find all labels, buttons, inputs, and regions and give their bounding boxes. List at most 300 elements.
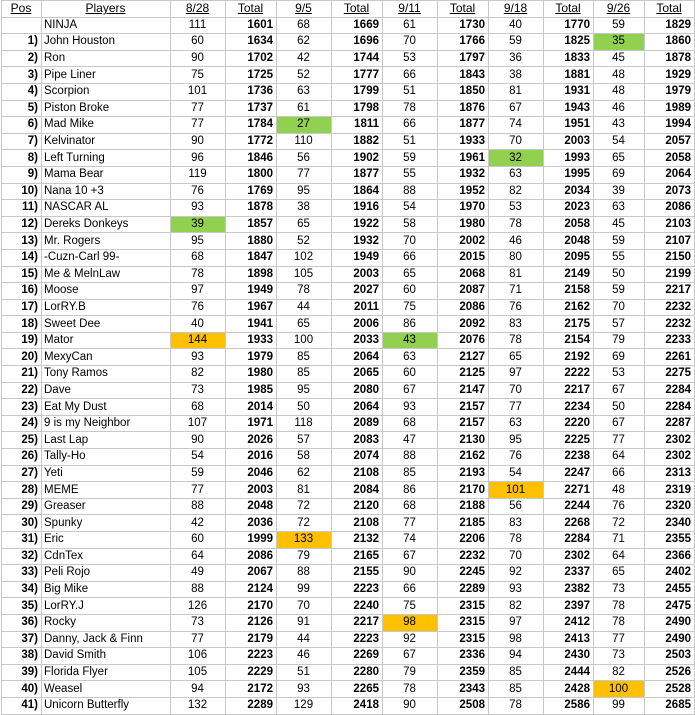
player-name-cell: Moose: [42, 283, 171, 300]
running-total-cell: 1985: [226, 382, 277, 399]
running-total-cell: 2225: [544, 432, 594, 449]
table-row: [2, 382, 695, 399]
weekly-score-cell: 91: [277, 614, 332, 631]
table-row: [2, 266, 695, 283]
running-total-cell: 2685: [645, 697, 695, 714]
player-name-cell: Kelvinator: [42, 133, 171, 150]
header-pos: Pos: [2, 1, 42, 18]
weekly-score-cell: 75: [171, 67, 226, 84]
weekly-score-cell: 47: [383, 432, 438, 449]
weekly-score-cell: 35: [594, 34, 645, 51]
position-cell: 26): [2, 449, 42, 466]
running-total-cell: 1943: [544, 100, 594, 117]
running-total-cell: 2158: [544, 283, 594, 300]
running-total-cell: 1941: [226, 316, 277, 333]
weekly-score-cell: 72: [277, 498, 332, 515]
weekly-score-cell: 74: [489, 117, 544, 134]
player-name-cell: Spunky: [42, 515, 171, 532]
weekly-score-cell: 76: [594, 498, 645, 515]
position-cell: 6): [2, 117, 42, 134]
weekly-score-cell: 63: [594, 200, 645, 217]
running-total-cell: 2076: [438, 332, 489, 349]
running-total-cell: 2244: [544, 498, 594, 515]
weekly-score-cell: 57: [594, 316, 645, 333]
running-total-cell: 2023: [544, 200, 594, 217]
running-total-cell: 1766: [438, 34, 489, 51]
position-cell: 8): [2, 150, 42, 167]
weekly-score-cell: 59: [594, 233, 645, 250]
weekly-score-cell: 45: [594, 216, 645, 233]
weekly-score-cell: 62: [277, 34, 332, 51]
running-total-cell: 2087: [438, 283, 489, 300]
running-total-cell: 1799: [332, 83, 383, 100]
running-total-cell: 1999: [226, 532, 277, 549]
position-cell: 28): [2, 482, 42, 499]
running-total-cell: 2397: [544, 598, 594, 615]
position-cell: 39): [2, 664, 42, 681]
running-total-cell: 1770: [544, 17, 594, 34]
weekly-score-cell: 79: [277, 548, 332, 565]
running-total-cell: 1878: [645, 50, 695, 67]
running-total-cell: 2238: [544, 449, 594, 466]
weekly-score-cell: 50: [594, 399, 645, 416]
running-total-cell: 2065: [332, 366, 383, 383]
player-name-cell: CdnTex: [42, 548, 171, 565]
weekly-score-cell: 88: [171, 581, 226, 598]
position-cell: 40): [2, 681, 42, 698]
running-total-cell: 1850: [438, 83, 489, 100]
running-total-cell: 2126: [226, 614, 277, 631]
player-name-cell: Me & MelnLaw: [42, 266, 171, 283]
weekly-score-cell: 100: [594, 681, 645, 698]
running-total-cell: 2033: [332, 332, 383, 349]
running-total-cell: 2234: [544, 399, 594, 416]
running-total-cell: 1601: [226, 17, 277, 34]
weekly-score-cell: 78: [489, 216, 544, 233]
running-total-cell: 2064: [645, 166, 695, 183]
running-total-cell: 1994: [645, 117, 695, 134]
weekly-score-cell: 43: [383, 332, 438, 349]
weekly-score-cell: 45: [594, 50, 645, 67]
table-row: [2, 233, 695, 250]
position-cell: 30): [2, 515, 42, 532]
running-total-cell: 1877: [438, 117, 489, 134]
weekly-score-cell: 100: [277, 332, 332, 349]
running-total-cell: 1922: [332, 216, 383, 233]
position-cell: 3): [2, 67, 42, 84]
position-cell: 34): [2, 581, 42, 598]
position-cell: 38): [2, 648, 42, 665]
weekly-score-cell: 68: [171, 399, 226, 416]
weekly-score-cell: 36: [489, 50, 544, 67]
running-total-cell: 2245: [438, 565, 489, 582]
position-cell: 12): [2, 216, 42, 233]
weekly-score-cell: 65: [594, 565, 645, 582]
running-total-cell: 1933: [226, 332, 277, 349]
table-row: [2, 366, 695, 383]
position-cell: 14): [2, 249, 42, 266]
running-total-cell: 2240: [332, 598, 383, 615]
running-total-cell: 2074: [332, 449, 383, 466]
player-name-cell: Mama Bear: [42, 166, 171, 183]
position-cell: 20): [2, 349, 42, 366]
running-total-cell: 2083: [332, 432, 383, 449]
weekly-score-cell: 59: [594, 283, 645, 300]
running-total-cell: 1829: [645, 17, 695, 34]
running-total-cell: 2337: [544, 565, 594, 582]
weekly-score-cell: 61: [383, 17, 438, 34]
running-total-cell: 2217: [332, 614, 383, 631]
running-total-cell: 2188: [438, 498, 489, 515]
weekly-score-cell: 65: [594, 150, 645, 167]
running-total-cell: 1847: [226, 249, 277, 266]
running-total-cell: 2006: [332, 316, 383, 333]
weekly-score-cell: 83: [489, 515, 544, 532]
weekly-score-cell: 79: [383, 664, 438, 681]
position-cell: 33): [2, 565, 42, 582]
running-total-cell: 1702: [226, 50, 277, 67]
weekly-score-cell: 97: [171, 283, 226, 300]
running-total-cell: 1916: [332, 200, 383, 217]
running-total-cell: 1949: [332, 249, 383, 266]
position-cell: 29): [2, 498, 42, 515]
running-total-cell: 2430: [544, 648, 594, 665]
running-total-cell: 2058: [645, 150, 695, 167]
running-total-cell: 2284: [544, 532, 594, 549]
player-name-cell: MEME: [42, 482, 171, 499]
running-total-cell: 2232: [645, 299, 695, 316]
player-name-cell: LorRY.J: [42, 598, 171, 615]
table-row: [2, 166, 695, 183]
running-total-cell: 1898: [226, 266, 277, 283]
weekly-score-cell: 39: [594, 183, 645, 200]
running-total-cell: 2107: [645, 233, 695, 250]
running-total-cell: 1634: [226, 34, 277, 51]
table-row: [2, 117, 695, 134]
weekly-score-cell: 74: [383, 532, 438, 549]
running-total-cell: 2302: [645, 432, 695, 449]
position-cell: 7): [2, 133, 42, 150]
position-cell: 19): [2, 332, 42, 349]
weekly-score-cell: 40: [489, 17, 544, 34]
position-cell: 41): [2, 697, 42, 714]
table-row: [2, 399, 695, 416]
running-total-cell: 1876: [438, 100, 489, 117]
weekly-score-cell: 133: [277, 532, 332, 549]
running-total-cell: 2261: [645, 349, 695, 366]
running-total-cell: 2086: [438, 299, 489, 316]
weekly-score-cell: 88: [171, 498, 226, 515]
running-total-cell: 1846: [226, 150, 277, 167]
running-total-cell: 2002: [438, 233, 489, 250]
player-name-cell: Dave: [42, 382, 171, 399]
weekly-score-cell: 56: [489, 498, 544, 515]
running-total-cell: 1769: [226, 183, 277, 200]
weekly-score-cell: 119: [171, 166, 226, 183]
player-name-cell: Piston Broke: [42, 100, 171, 117]
running-total-cell: 2089: [332, 415, 383, 432]
weekly-score-cell: 85: [489, 681, 544, 698]
weekly-score-cell: 90: [171, 432, 226, 449]
weekly-score-cell: 73: [594, 648, 645, 665]
weekly-score-cell: 92: [489, 565, 544, 582]
table-row: [2, 681, 695, 698]
running-total-cell: 2073: [645, 183, 695, 200]
weekly-score-cell: 27: [277, 117, 332, 134]
weekly-score-cell: 77: [277, 166, 332, 183]
running-total-cell: 1971: [226, 415, 277, 432]
running-total-cell: 2127: [438, 349, 489, 366]
weekly-score-cell: 78: [383, 681, 438, 698]
weekly-score-cell: 69: [594, 166, 645, 183]
weekly-score-cell: 78: [594, 598, 645, 615]
position-cell: 31): [2, 532, 42, 549]
running-total-cell: 2162: [544, 299, 594, 316]
weekly-score-cell: 69: [594, 349, 645, 366]
weekly-score-cell: 81: [489, 83, 544, 100]
weekly-score-cell: 93: [489, 581, 544, 598]
running-total-cell: 1878: [226, 200, 277, 217]
weekly-score-cell: 48: [594, 67, 645, 84]
running-total-cell: 2475: [645, 598, 695, 615]
position-cell: 2): [2, 50, 42, 67]
running-total-cell: 2223: [226, 648, 277, 665]
running-total-cell: 1979: [645, 83, 695, 100]
running-total-cell: 2528: [645, 681, 695, 698]
weekly-score-cell: 86: [383, 482, 438, 499]
running-total-cell: 2095: [544, 249, 594, 266]
weekly-score-cell: 70: [277, 598, 332, 615]
running-total-cell: 2320: [645, 498, 695, 515]
position-cell: 18): [2, 316, 42, 333]
running-total-cell: 1980: [226, 366, 277, 383]
table-row: [2, 349, 695, 366]
running-total-cell: 1989: [645, 100, 695, 117]
weekly-score-cell: 107: [171, 415, 226, 432]
weekly-score-cell: 62: [277, 465, 332, 482]
running-total-cell: 2048: [544, 233, 594, 250]
weekly-score-cell: 70: [489, 133, 544, 150]
player-name-cell: Greaser: [42, 498, 171, 515]
weekly-score-cell: 73: [171, 614, 226, 631]
table-row: [2, 200, 695, 217]
position-cell: 27): [2, 465, 42, 482]
weekly-score-cell: 53: [489, 200, 544, 217]
running-total-cell: 1881: [544, 67, 594, 84]
running-total-cell: 2503: [645, 648, 695, 665]
running-total-cell: 1902: [332, 150, 383, 167]
running-total-cell: 2315: [438, 631, 489, 648]
running-total-cell: 1798: [332, 100, 383, 117]
weekly-score-cell: 95: [171, 233, 226, 250]
position-cell: 21): [2, 366, 42, 383]
position-cell: 11): [2, 200, 42, 217]
position-cell: 9): [2, 166, 42, 183]
table-row: [2, 415, 695, 432]
table-row: [2, 614, 695, 631]
weekly-score-cell: 59: [594, 17, 645, 34]
weekly-score-cell: 53: [594, 366, 645, 383]
weekly-score-cell: 46: [277, 648, 332, 665]
weekly-score-cell: 66: [383, 249, 438, 266]
running-total-cell: 2315: [438, 614, 489, 631]
running-total-cell: 2336: [438, 648, 489, 665]
weekly-score-cell: 97: [489, 614, 544, 631]
running-total-cell: 2120: [332, 498, 383, 515]
weekly-score-cell: 94: [489, 648, 544, 665]
running-total-cell: 1932: [438, 166, 489, 183]
weekly-score-cell: 67: [383, 648, 438, 665]
running-total-cell: 1880: [226, 233, 277, 250]
player-name-cell: 9 is my Neighbor: [42, 415, 171, 432]
weekly-score-cell: 59: [383, 150, 438, 167]
running-total-cell: 1882: [332, 133, 383, 150]
weekly-score-cell: 68: [383, 498, 438, 515]
weekly-score-cell: 54: [383, 200, 438, 217]
running-total-cell: 2313: [645, 465, 695, 482]
running-total-cell: 2275: [645, 366, 695, 383]
table-row: [2, 216, 695, 233]
running-total-cell: 2179: [226, 631, 277, 648]
player-name-cell: Sweet Dee: [42, 316, 171, 333]
table-row: [2, 249, 695, 266]
player-name-cell: Mator: [42, 332, 171, 349]
weekly-score-cell: 65: [383, 266, 438, 283]
running-total-cell: 2343: [438, 681, 489, 698]
running-total-cell: 2132: [332, 532, 383, 549]
table-row: [2, 67, 695, 84]
player-name-cell: LorRY.B: [42, 299, 171, 316]
running-total-cell: 2108: [332, 465, 383, 482]
player-name-cell: Eric: [42, 532, 171, 549]
player-name-cell: Rocky: [42, 614, 171, 631]
table-row: [2, 565, 695, 582]
weekly-score-cell: 77: [171, 631, 226, 648]
running-total-cell: 2162: [438, 449, 489, 466]
running-total-cell: 2319: [645, 482, 695, 499]
running-total-cell: 2185: [438, 515, 489, 532]
weekly-score-cell: 32: [489, 150, 544, 167]
table-row: [2, 34, 695, 51]
weekly-score-cell: 68: [277, 17, 332, 34]
weekly-score-cell: 75: [383, 299, 438, 316]
header-week-9-11: 9/11: [383, 1, 438, 18]
weekly-score-cell: 48: [594, 482, 645, 499]
weekly-score-cell: 77: [594, 631, 645, 648]
table-row: [2, 100, 695, 117]
running-total-cell: 2080: [332, 382, 383, 399]
weekly-score-cell: 51: [383, 83, 438, 100]
running-total-cell: 2147: [438, 382, 489, 399]
weekly-score-cell: 65: [277, 316, 332, 333]
running-total-cell: 2247: [544, 465, 594, 482]
running-total-cell: 2170: [438, 482, 489, 499]
weekly-score-cell: 78: [594, 614, 645, 631]
player-name-cell: Big Mike: [42, 581, 171, 598]
player-name-cell: David Smith: [42, 648, 171, 665]
weekly-score-cell: 92: [383, 631, 438, 648]
running-total-cell: 2003: [226, 482, 277, 499]
running-total-cell: 2382: [544, 581, 594, 598]
weekly-score-cell: 78: [277, 283, 332, 300]
running-total-cell: 2014: [226, 399, 277, 416]
player-name-cell: Last Lap: [42, 432, 171, 449]
running-total-cell: 1979: [226, 349, 277, 366]
weekly-score-cell: 67: [594, 382, 645, 399]
weekly-score-cell: 73: [594, 581, 645, 598]
weekly-score-cell: 72: [277, 515, 332, 532]
running-total-cell: 1931: [544, 83, 594, 100]
running-total-cell: 1980: [438, 216, 489, 233]
table-row: [2, 532, 695, 549]
running-total-cell: 2265: [332, 681, 383, 698]
weekly-score-cell: 79: [594, 332, 645, 349]
table-row: [2, 664, 695, 681]
running-total-cell: 2217: [544, 382, 594, 399]
running-total-cell: 2223: [332, 581, 383, 598]
weekly-score-cell: 52: [277, 233, 332, 250]
table-row: [2, 697, 695, 714]
weekly-score-cell: 54: [594, 133, 645, 150]
player-name-cell: Florida Flyer: [42, 664, 171, 681]
weekly-score-cell: 51: [277, 664, 332, 681]
position-cell: 16): [2, 283, 42, 300]
player-name-cell: Pipe Liner: [42, 67, 171, 84]
weekly-score-cell: 73: [171, 382, 226, 399]
position-cell: 32): [2, 548, 42, 565]
running-total-cell: 2170: [226, 598, 277, 615]
table-row: [2, 648, 695, 665]
running-total-cell: 2046: [226, 465, 277, 482]
table-row: [2, 449, 695, 466]
position-cell: 17): [2, 299, 42, 316]
running-total-cell: 1730: [438, 17, 489, 34]
running-total-cell: 1877: [332, 166, 383, 183]
player-name-cell: Nana 10 +3: [42, 183, 171, 200]
weekly-score-cell: 144: [171, 332, 226, 349]
running-total-cell: 2412: [544, 614, 594, 631]
weekly-score-cell: 78: [383, 100, 438, 117]
table-row: [2, 283, 695, 300]
weekly-score-cell: 40: [171, 316, 226, 333]
weekly-score-cell: 90: [171, 133, 226, 150]
running-total-cell: 2108: [332, 515, 383, 532]
player-name-cell: Danny, Jack & Finn: [42, 631, 171, 648]
position-cell: 1): [2, 34, 42, 51]
table-row: [2, 133, 695, 150]
position-cell: 10): [2, 183, 42, 200]
header-total: Total: [438, 1, 489, 18]
running-total-cell: 2130: [438, 432, 489, 449]
position-cell: 13): [2, 233, 42, 250]
weekly-score-cell: 63: [489, 166, 544, 183]
table-row: [2, 150, 695, 167]
weekly-score-cell: 71: [594, 532, 645, 549]
weekly-score-cell: 49: [171, 565, 226, 582]
weekly-score-cell: 98: [383, 614, 438, 631]
weekly-score-cell: 78: [171, 266, 226, 283]
weekly-score-cell: 102: [277, 249, 332, 266]
running-total-cell: 1800: [226, 166, 277, 183]
weekly-score-cell: 64: [171, 548, 226, 565]
weekly-score-cell: 55: [383, 166, 438, 183]
weekly-score-cell: 67: [383, 548, 438, 565]
running-total-cell: 2222: [544, 366, 594, 383]
table-row: [2, 17, 695, 34]
running-total-cell: 2418: [332, 697, 383, 714]
weekly-score-cell: 88: [277, 565, 332, 582]
running-total-cell: 2271: [544, 482, 594, 499]
